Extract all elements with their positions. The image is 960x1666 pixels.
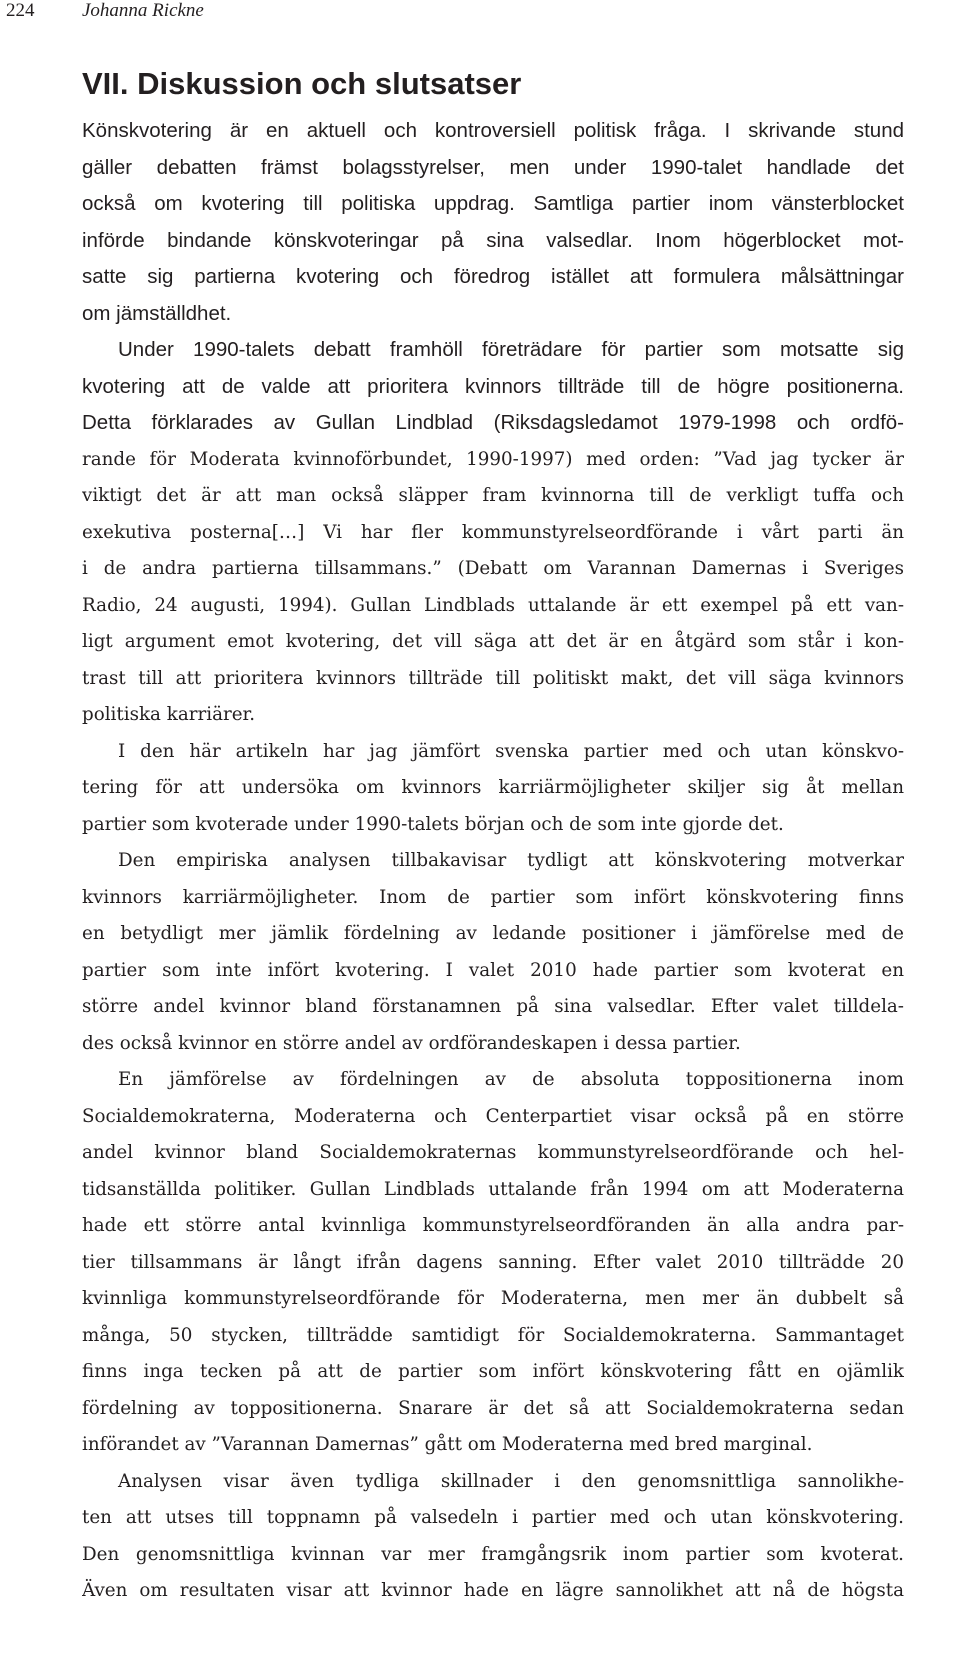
text-line: kvinnors karriärmöjligheter. Inom de partier som infört könskvotering finns xyxy=(82,886,904,908)
text-line: exekutiva posterna[…] Vi har fler kommunstyrelseordförande i vårt parti än xyxy=(82,521,904,543)
text-line: I den här artikeln har jag jämfört svenska partier med och utan könskvo- xyxy=(118,740,904,762)
text-line: trast till att prioritera kvinnors tillträde till politiskt makt, det vill säga kvinnors xyxy=(82,667,904,689)
running-head-author: Johanna Rickne xyxy=(82,0,204,21)
paragraph-3 xyxy=(82,734,904,844)
text-line: satte sig partierna kvotering och föredrog istället att formulera målsättningar xyxy=(82,265,904,288)
text-line: Den empiriska analysen tillbakavisar tydligt att könskvotering motverkar xyxy=(118,850,904,871)
section-title: VII. Diskussion och slutsatser xyxy=(82,66,522,101)
text-line: Könskvotering är en aktuell och kontroversiell politisk fråga. I skrivande stund xyxy=(82,119,904,142)
text-line: Analysen visar även tydliga skillnader i den genomsnittliga sannolikhe- xyxy=(118,1470,904,1492)
text-line: kvinnliga kommunstyrelseordförande för Moderaterna, men mer än dubbelt så xyxy=(82,1288,904,1309)
text-line: Den genomsnittliga kvinnan var mer framgångsrik inom partier som kvoterat. xyxy=(82,1543,904,1565)
text-line: större andel kvinnor bland förstanamnen på sina valsedlar. Efter valet tilldela- xyxy=(82,996,904,1017)
text-line: partier som kvoterade under 1990-talets början och de som inte gjorde det. xyxy=(82,813,784,835)
text-line: kvotering att de valde att prioritera kvinnors tillträde till de högre positionerna. xyxy=(82,374,904,398)
text-line: många, 50 stycken, tillträdde samtidigt för Socialdemokraterna. Sammantaget xyxy=(82,1324,904,1346)
text-line: politiska karriärer. xyxy=(82,704,256,725)
body-text xyxy=(82,113,904,1610)
paragraph-5 xyxy=(82,1062,904,1464)
text-line: En jämförelse av fördelningen av de absoluta toppositionerna inom xyxy=(118,1069,904,1090)
text-line: partier som inte infört kvotering. I valet 2010 hade partier som kvoterat en xyxy=(82,959,904,981)
text-line: om jämställdhet. xyxy=(82,301,232,325)
text-line: des också kvinnor en större andel av ordförandeskapen i dessa partier. xyxy=(82,1032,741,1054)
text-line: införde bindande könskvoteringar på sina valsedlar. Inom högerblocket mot- xyxy=(82,228,904,252)
text-line: finns inga tecken på att de partier som infört könskvotering fått en ojämlik xyxy=(82,1361,904,1382)
paragraph-1 xyxy=(82,113,904,332)
text-line: Under 1990-talets debatt framhöll företrädare för partier som motsatte sig xyxy=(118,338,904,361)
text-line: ten att utses till toppnamn på valsedeln i partier med och utan könskvotering. xyxy=(82,1507,904,1528)
text-line: Detta förklarades av Gullan Lindblad (Riksdagsledamot 1979-1998 och ordfö- xyxy=(82,411,904,434)
text-line: i de andra partierna tillsammans.” (Debatt om Varannan Damernas i Sveriges xyxy=(82,558,904,579)
text-line: ligt argument emot kvotering, det vill säga att det är en åtgärd som står i kon- xyxy=(82,631,904,652)
text-line: fördelning av toppositionerna. Snarare är det så att Socialdemokraterna sedan xyxy=(82,1397,904,1419)
text-line: Socialdemokraterna, Moderaterna och Centerpartiet visar också på en större xyxy=(82,1105,904,1127)
text-line: införandet av ”Varannan Damernas” gått om Moderaterna med bred marginal. xyxy=(82,1434,813,1455)
paragraph-4 xyxy=(82,843,904,1062)
text-line: hade ett större antal kvinnliga kommunstyrelseordföranden än alla andra par- xyxy=(82,1215,904,1236)
text-line: också om kvotering till politiska uppdrag. Samtliga partier inom vänsterblocket xyxy=(82,192,904,215)
text-line: viktigt det är att man också släpper fram kvinnorna till de verkligt tuffa och xyxy=(82,485,904,506)
text-line: Radio, 24 augusti, 1994). Gullan Lindblads uttalande är ett exempel på ett van- xyxy=(82,594,904,616)
text-line: tering för att undersöka om kvinnors karriärmöjligheter skiljer sig åt mellan xyxy=(82,777,904,798)
text-line: andel kvinnor bland Socialdemokraternas kommunstyrelseordförande och hel- xyxy=(82,1142,904,1163)
text-line: tier tillsammans är långt ifrån dagens sanning. Efter valet 2010 tillträdde 20 xyxy=(82,1251,904,1273)
paragraph-2 xyxy=(82,332,904,734)
page-number: 224 xyxy=(6,0,35,21)
text-line: gäller debatten främst bolagsstyrelser, men under 1990-talet handlade det xyxy=(82,155,904,179)
text-line: rande för Moderata kvinnoförbundet, 1990-1997) med orden: ”Vad jag tycker är xyxy=(82,448,904,470)
text-line: en betydligt mer jämlik fördelning av ledande positioner i jämförelse med de xyxy=(82,923,904,944)
text-line: Även om resultaten visar att kvinnor hade en lägre sannolikhet att nå de högsta xyxy=(82,1580,904,1601)
paragraph-6 xyxy=(82,1464,904,1610)
text-line: tidsanställda politiker. Gullan Lindblads uttalande från 1994 om att Moderaterna xyxy=(82,1178,904,1200)
